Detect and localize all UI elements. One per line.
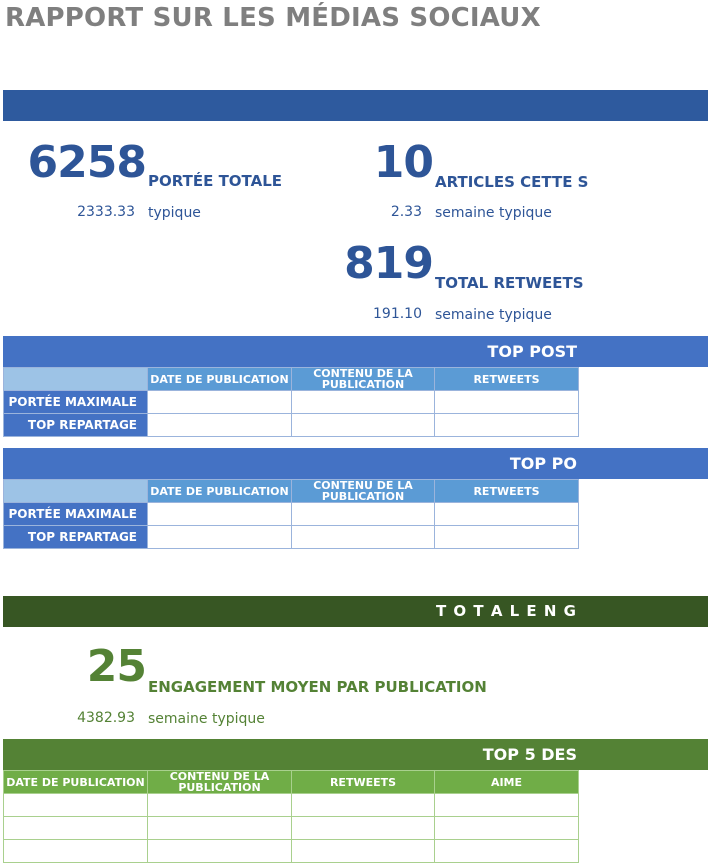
- articles-value: 10: [373, 137, 433, 188]
- column-header: DATE DE PUBLICATION: [148, 368, 292, 391]
- table-row: [4, 414, 579, 437]
- table-cell[interactable]: [148, 526, 292, 549]
- table-cell[interactable]: [4, 840, 148, 863]
- top5-table: [3, 770, 579, 863]
- retweets-typical-label: semaine typique: [435, 307, 552, 323]
- report-title: RAPPORT SUR LES MÉDIAS SOCIAUX: [5, 3, 541, 33]
- table-cell[interactable]: [292, 794, 435, 817]
- table-row: [4, 391, 579, 414]
- top-po-band: [3, 448, 708, 479]
- total-retweets-label: TOTAL RETWEETS: [435, 274, 584, 292]
- row-label: PORTÉE MAXIMALE: [4, 503, 148, 526]
- table-cell[interactable]: [435, 817, 579, 840]
- table-row: [4, 503, 579, 526]
- row-label: TOP REPARTAGE: [4, 414, 148, 437]
- table-row: [4, 526, 579, 549]
- top5-band: [3, 739, 708, 770]
- table-cell[interactable]: [148, 503, 292, 526]
- top5-title: TOP 5 DES: [482, 745, 577, 764]
- column-header: DATE DE PUBLICATION: [148, 480, 292, 503]
- table-header-row: [4, 368, 579, 391]
- column-header: RETWEETS: [292, 771, 435, 794]
- table-row: [4, 794, 579, 817]
- column-header: CONTENU DE LA PUBLICATION: [292, 480, 435, 503]
- top-post-table: [3, 367, 579, 437]
- engagement-value: 25: [86, 641, 146, 692]
- column-header: DATE DE PUBLICATION: [4, 771, 148, 794]
- reach-typical-value: 2333.33: [77, 204, 135, 220]
- table-cell[interactable]: [292, 391, 435, 414]
- table-cell[interactable]: [435, 526, 579, 549]
- table-cell[interactable]: [292, 503, 435, 526]
- row-label: TOP REPARTAGE: [4, 526, 148, 549]
- top-po-table: [3, 479, 579, 549]
- row-label: PORTÉE MAXIMALE: [4, 391, 148, 414]
- engagement-typical-label: semaine typique: [148, 711, 265, 727]
- table-cell[interactable]: [292, 817, 435, 840]
- table-header-row: [4, 480, 579, 503]
- top-post-title: TOP POST: [487, 342, 577, 361]
- table-cell[interactable]: [148, 414, 292, 437]
- table-header-row: [4, 771, 579, 794]
- column-header: CONTENU DE LA PUBLICATION: [148, 771, 292, 794]
- table-cell[interactable]: [292, 414, 435, 437]
- total-retweets-value: 819: [344, 238, 433, 289]
- engagement-typical-value: 4382.93: [77, 710, 135, 726]
- top-post-band: [3, 336, 708, 367]
- column-header: CONTENU DE LA PUBLICATION: [292, 368, 435, 391]
- table-cell[interactable]: [148, 391, 292, 414]
- table-cell[interactable]: [435, 840, 579, 863]
- table-cell[interactable]: [435, 794, 579, 817]
- table-cell[interactable]: [148, 817, 292, 840]
- articles-label: ARTICLES CETTE S: [435, 173, 589, 191]
- total-reach-value: 6258: [27, 137, 146, 188]
- top-po-title: TOP PO: [509, 454, 577, 473]
- total-reach-label: PORTÉE TOTALE: [148, 172, 283, 190]
- table-cell[interactable]: [435, 503, 579, 526]
- table-row: [4, 840, 579, 863]
- table-row: [4, 817, 579, 840]
- engagement-label: ENGAGEMENT MOYEN PAR PUBLICATION: [148, 678, 487, 696]
- header-band: [3, 90, 708, 121]
- table-corner-cell: [4, 368, 148, 391]
- column-header: RETWEETS: [435, 368, 579, 391]
- total-engagement-title: T O T A L E N G: [435, 602, 577, 620]
- table-cell[interactable]: [292, 526, 435, 549]
- articles-typical-label: semaine typique: [435, 205, 552, 221]
- table-cell[interactable]: [4, 817, 148, 840]
- total-engagement-band: [3, 596, 708, 627]
- table-cell[interactable]: [292, 840, 435, 863]
- column-header: RETWEETS: [435, 480, 579, 503]
- retweets-typical-value: 191.10: [373, 306, 422, 322]
- table-corner-cell: [4, 480, 148, 503]
- table-cell[interactable]: [148, 840, 292, 863]
- reach-typical-label: typique: [148, 205, 201, 221]
- table-cell[interactable]: [435, 391, 579, 414]
- articles-typical-value: 2.33: [390, 204, 422, 220]
- table-cell[interactable]: [148, 794, 292, 817]
- column-header: AIME: [435, 771, 579, 794]
- table-cell[interactable]: [435, 414, 579, 437]
- table-cell[interactable]: [4, 794, 148, 817]
